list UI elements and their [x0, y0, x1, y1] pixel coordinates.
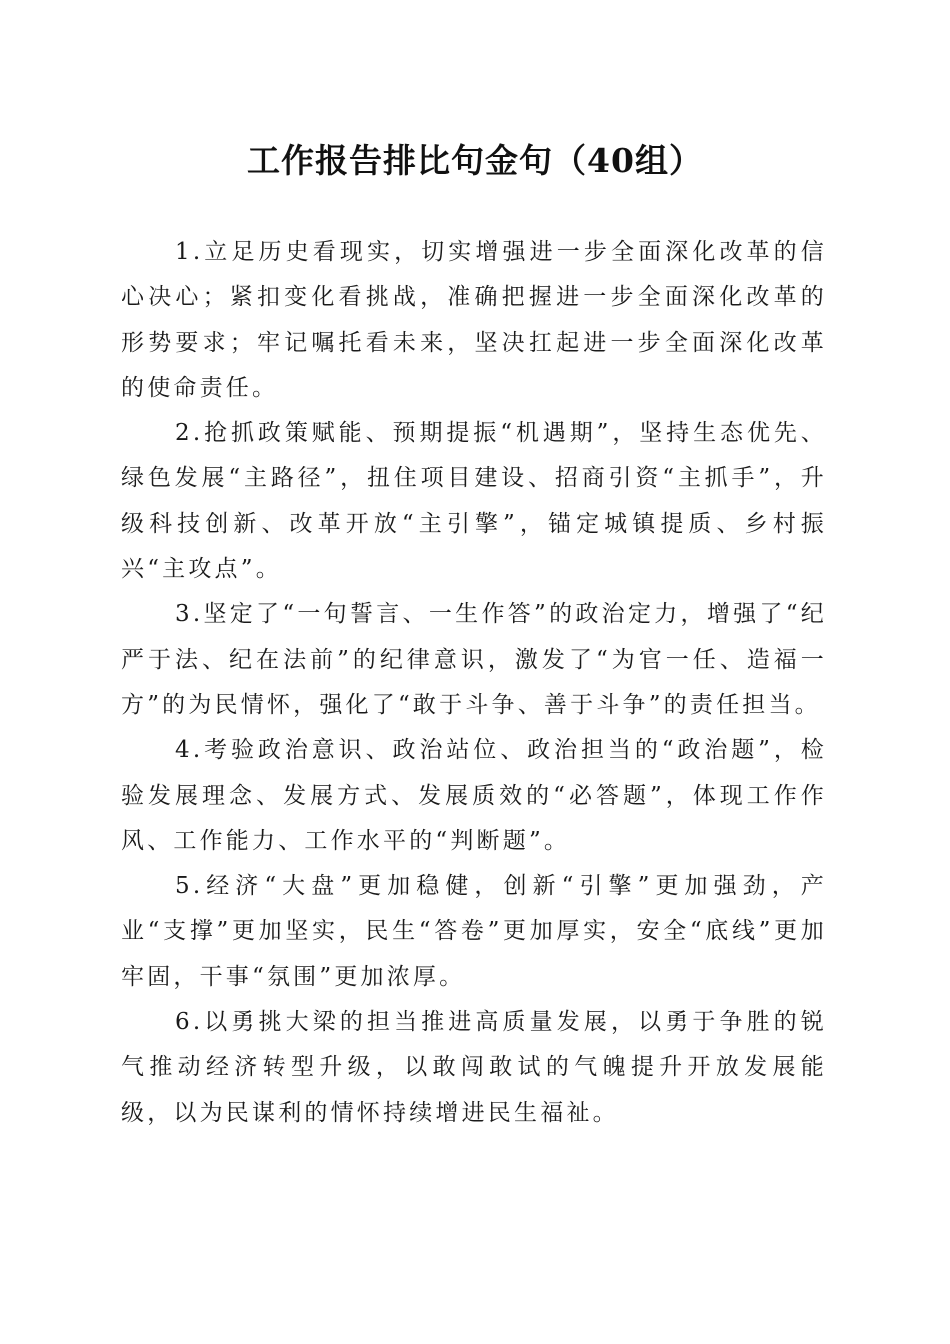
document-body [121, 230, 827, 1136]
paragraph-4: 4.考验政治意识、政治站位、政治担当的“政治题”，检验发展理念、发展方式、发展质效的“必答题”，体现工作作风、工作能力、工作水平的“判断题”。 [121, 737, 827, 854]
paragraph-2: 2.抢抓政策赋能、预期提振“机遇期”，坚持生态优先、绿色发展“主路径”，扭住项目建设、招商引资“主抓手”，升级科技创新、改革开放“主引擎”，锚定城镇提质、乡村振兴“主攻点”。 [121, 420, 827, 583]
paragraph-5: 5.经济“大盘”更加稳健，创新“引擎”更加强劲，产业“支撑”更加坚实，民生“答卷”更加厚实，安全“底线”更加牢固，干事“氛围”更加浓厚。 [121, 873, 827, 990]
document-title: 工作报告排比句金句（40组） [247, 141, 703, 180]
paragraph-6: 6.以勇挑大梁的担当推进高质量发展，以勇于争胜的锐气推动经济转型升级，以敢闯敢试的气魄提升开放发展能级，以为民谋利的情怀持续增进民生福祉。 [121, 1009, 827, 1126]
paragraph-3: 3.坚定了“一句誓言、一生作答”的政治定力，增强了“纪严于法、纪在法前”的纪律意识，激发了“为官一任、造福一方”的为民情怀，强化了“敢于斗争、善于斗争”的责任担当。 [121, 601, 827, 718]
paragraph-1: 1.立足历史看现实，切实增强进一步全面深化改革的信心决心；紧扣变化看挑战，准确把握进一步全面深化改革的形势要求；牢记嘱托看未来，坚决扛起进一步全面深化改革的使命责任。 [121, 239, 827, 401]
